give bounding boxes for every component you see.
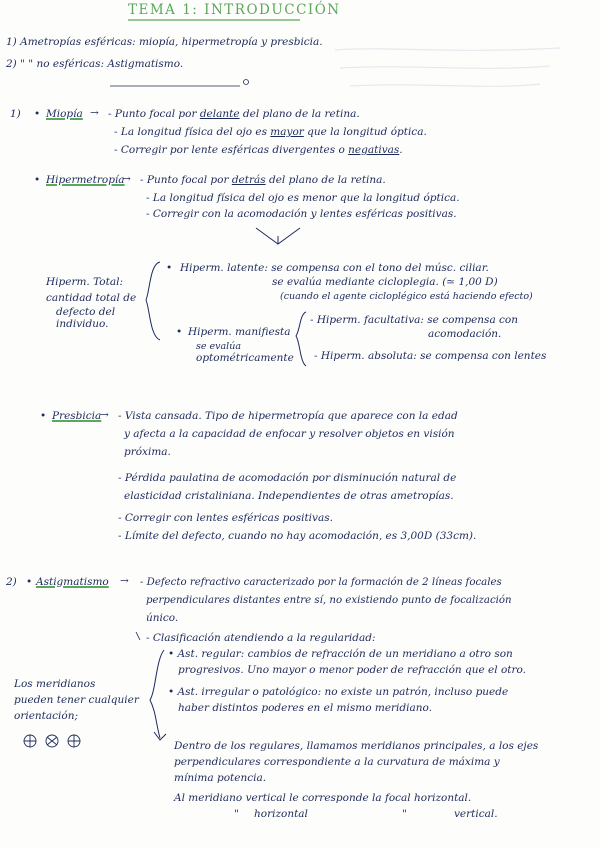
manifiesta-line-2: se evalúa [196, 341, 241, 352]
hipermetropia-desc-2: - La longitud física del ojo es menor que la longitud óptica. [146, 192, 460, 204]
presbicia-arrow: → [100, 409, 109, 421]
astig-desc-2: perpendiculares distantes entre sí, no existiendo punto de focalización [146, 595, 512, 606]
hipermetropia-label: Hipermetropía [46, 174, 125, 186]
astig-desc-4: - Clasificación atendiendo a la regularidad: [146, 632, 376, 644]
presbicia-desc-7: - Límite del defecto, cuando no hay acomodación, es 3,00D (33cm). [118, 530, 477, 542]
manifiesta-line-1: Hiperm. manifiesta [188, 326, 291, 338]
facultativa-line-1: - Hiperm. facultativa: se compensa con [310, 314, 519, 326]
astig-irregular-1: • Ast. irregular o patológico: no existe un patrón, incluso puede [168, 686, 509, 698]
latente-bullet: • [166, 262, 173, 274]
astig-desc-1: - Defecto refractivo caracterizado por la formación de 2 líneas focales [140, 577, 502, 588]
hiperm-total-title: Hiperm. Total: [46, 276, 123, 288]
astig-arrow: → [120, 575, 129, 587]
miopia-desc-2: - La longitud física del ojo es mayor que la longitud óptica. [114, 126, 427, 138]
meridian-icons [24, 735, 80, 747]
astig-horizontal-ditto-2: " [402, 808, 407, 820]
miopia-number: 1) [10, 108, 21, 120]
astig-vertical-line: Al meridiano vertical le corresponde la focal horizontal. [174, 792, 472, 804]
astig-desc-3: único. [146, 612, 179, 624]
presbicia-bullet: • [40, 410, 47, 422]
absoluta-line-1: - Hiperm. absoluta: se compensa con lentes [314, 350, 547, 362]
presbicia-desc-6: - Corregir con lentes esféricas positivas. [118, 512, 333, 524]
side-note-line-3: orientación; [14, 710, 79, 722]
hiperm-total-line-4: individuo. [56, 318, 109, 330]
astig-principales-3: mínima potencia. [174, 772, 267, 784]
astig-horizontal-ditto-1: " [234, 808, 239, 820]
latente-line-1: Hiperm. latente: se compensa con el tono del músc. ciliar. [180, 262, 489, 274]
hiperm-total-line-3: defecto del [56, 306, 116, 318]
presbicia-label: Presbicia [52, 410, 102, 422]
presbicia-desc-4: - Pérdida paulatina de acomodación por disminución natural de [118, 472, 457, 484]
miopia-bullet: • [34, 108, 41, 120]
miopia-desc-3: - Corregir por lente esféricas divergentes o negativas. [114, 144, 403, 156]
hipermetropia-desc-1: - Punto focal por detrás del plano de la retina. [140, 174, 386, 186]
hipermetropia-desc-3: - Corregir con la acomodación y lentes esféricas positivas. [146, 208, 457, 220]
astig-irregular-2: haber distintos poderes en el mismo meridiano. [178, 702, 432, 714]
astig-regular-1: • Ast. regular: cambios de refracción de un meridiano a otro son [168, 648, 513, 660]
manifiesta-line-3: optométricamente [196, 352, 294, 364]
page-title: TEMA 1: INTRODUCCIÓN [128, 2, 341, 18]
miopia-label: Miopía [46, 108, 83, 120]
astig-principales-1: Dentro de los regulares, llamamos meridianos principales, a los ejes [174, 740, 539, 752]
astig-regular-2: progresivos. Uno mayor o menor poder de refracción que el otro. [178, 664, 526, 676]
latente-line-3: (cuando el agente cicloplégico está haciendo efecto) [280, 291, 533, 302]
miopia-arrow: → [90, 107, 99, 119]
presbicia-desc-5: elasticidad cristaliniana. Independientes de otras ametropías. [124, 490, 454, 502]
astig-number: 2) [6, 576, 17, 588]
hiperm-total-line-2: cantidad total de [46, 292, 137, 304]
astig-brace [150, 650, 164, 738]
side-note-line-2: pueden tener cualquier [14, 694, 139, 706]
miopia-desc-1: - Punto focal por delante del plano de la retina. [108, 108, 360, 120]
astig-horizontal-word: horizontal [254, 808, 308, 820]
presbicia-desc-2: y afecta a la capacidad de enfocar y resolver objetos en visión [124, 428, 455, 440]
presbicia-desc-3: próxima. [124, 446, 171, 458]
astig-bullet: • [26, 576, 33, 588]
latente-line-2: se evalúa mediante cicloplegia. (≃ 1,00 D) [272, 276, 498, 288]
facultativa-line-2: acomodación. [428, 328, 502, 340]
manifiesta-bullet: • [176, 326, 183, 338]
astig-vertical-word: vertical. [454, 808, 498, 820]
intro-line-1: 1) Ametropías esféricas: miopía, hipermetropía y presbicia. [6, 36, 323, 48]
side-note-line-1: Los meridianos [14, 678, 96, 690]
astig-label: Astigmatismo [36, 576, 109, 588]
hipermetropia-bullet: • [34, 174, 41, 186]
hiperm-brace [146, 262, 160, 340]
astig-principales-2: perpendiculares correspondiente a la curvatura de máxima y [174, 756, 500, 768]
hipermetropia-arrow: → [122, 173, 131, 185]
presbicia-desc-1: - Vista cansada. Tipo de hipermetropía que aparece con la edad [118, 410, 458, 422]
intro-line-2: 2) " " no esféricas: Astigmatismo. [6, 58, 184, 70]
manifiesta-brace [296, 312, 306, 366]
